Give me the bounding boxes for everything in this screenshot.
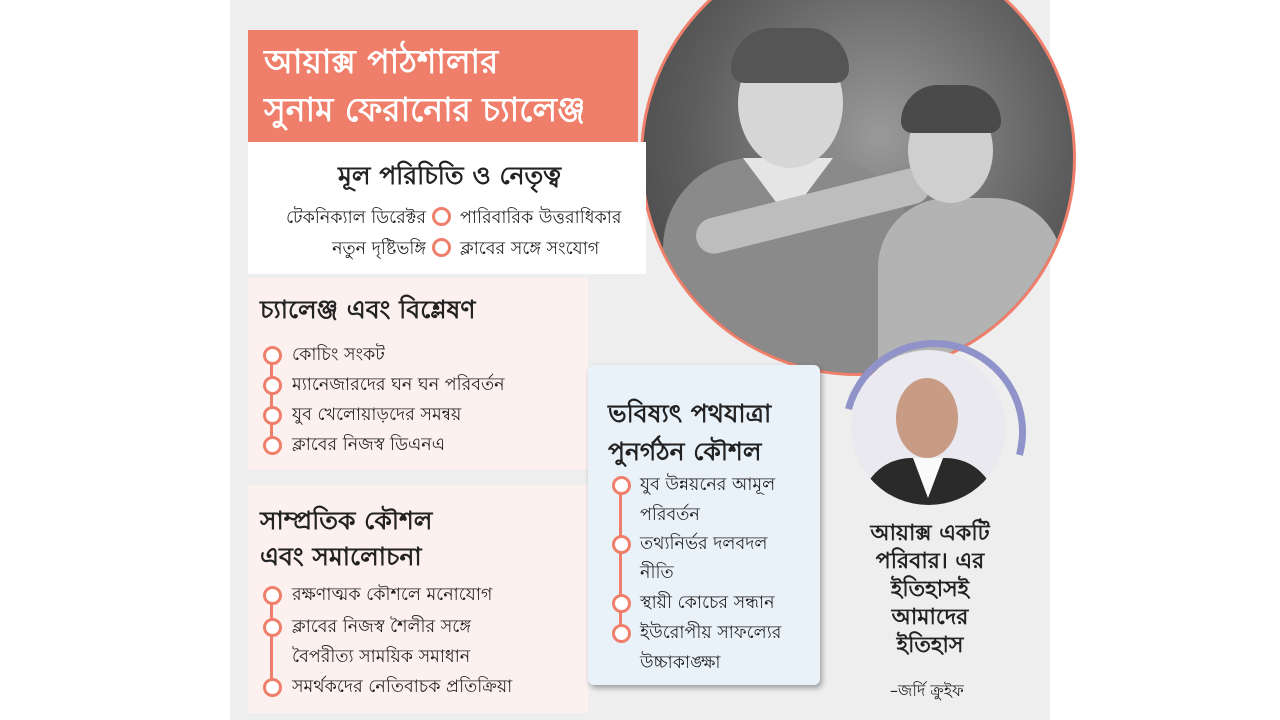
bullet-icon [612,535,631,554]
quote-line: পরিবার। এর [875,549,985,574]
photo-man-hair [731,28,849,83]
portrait-photo [851,350,1006,505]
challenge-item: ম্যানেজারদের ঘন ঘন পরিবর্তন [292,375,505,395]
bullet-icon [263,376,282,395]
bullet-icon [263,436,282,455]
intro-right-item: পারিবারিক উত্তরাধিকার [460,208,622,228]
intro-right-item: ক্লাবের সঙ্গে সংযোগ [460,239,600,259]
intro-left-item: নতুন দৃষ্টিভঙ্গি [332,239,426,259]
future-item: উচ্চাকাঙ্ক্ষা [640,653,721,673]
recent-item: ক্লাবের নিজস্ব শৈলীর সঙ্গে [292,617,471,637]
bullet-icon [263,346,282,365]
photo-boy-hair [901,85,1001,133]
future-item: নীতি [640,563,674,583]
quote-line: আয়াক্স একটি [870,521,990,546]
recent-item: রক্ষণাত্মক কৌশলে মনোযোগ [292,585,493,605]
recent-item: বৈপরীত্য সাময়িক সমাধান [292,647,471,667]
future-item: যুব উন্নয়নের আমূল [640,475,776,495]
future-item: তথ্যনির্ভর দলবদল [640,534,768,554]
challenge-heading: চ্যালেঞ্জ এবং বিশ্লেষণ [260,295,476,324]
timeline-line [270,592,273,684]
bullet-icon [263,586,282,605]
intro-heading: মূল পরিচিতি ও নেতৃত্ব [338,161,562,190]
future-item: স্থায়ী কোচের সন্ধান [640,593,775,613]
bullet-icon [432,207,451,226]
recent-item: সমর্থকদের নেতিবাচক প্রতিক্রিয়া [292,677,513,697]
challenge-item: ক্লাবের নিজস্ব ডিএনএ [292,435,446,455]
father-son-photo [640,0,1076,376]
quote-line: ইতিহাসই [890,577,970,602]
title-line-1: আয়াক্স পাঠশালার [264,42,499,81]
challenge-item: কোচিং সংকট [292,345,385,365]
future-heading-line-1: ভবিষ্যৎ পথযাত্রা [608,399,772,428]
quote-text [855,520,1005,660]
quote-author: –জর্দি ক্রুইফ [890,681,964,700]
intro-left-item: টেকনিক্যাল ডিরেক্টর [285,208,426,228]
bullet-icon [612,624,631,643]
timeline-line [270,352,273,444]
future-item: ইউরোপীয় সাফল্যের [640,623,782,643]
quote-line: আমাদের [891,605,969,630]
quote-line: ইতিহাস [896,633,964,658]
future-item: পরিবর্তন [640,505,700,525]
bullet-icon [432,238,451,257]
bullet-icon [612,594,631,613]
bullet-icon [263,678,282,697]
bullet-icon [612,476,631,495]
title-banner [248,30,638,142]
challenge-item: যুব খেলোয়াড়দের সমন্বয় [292,405,462,425]
future-heading-line-2: পুনর্গঠন কৌশল [608,437,762,466]
recent-heading-line-1: সাম্প্রতিক কৌশল [260,506,433,535]
recent-heading-line-2: এবং সমালোচনা [260,542,422,571]
bullet-icon [263,618,282,637]
portrait-head [896,378,958,458]
title-line-2: সুনাম ফেরানোর চ্যালেঞ্জ [264,90,586,129]
bullet-icon [263,406,282,425]
